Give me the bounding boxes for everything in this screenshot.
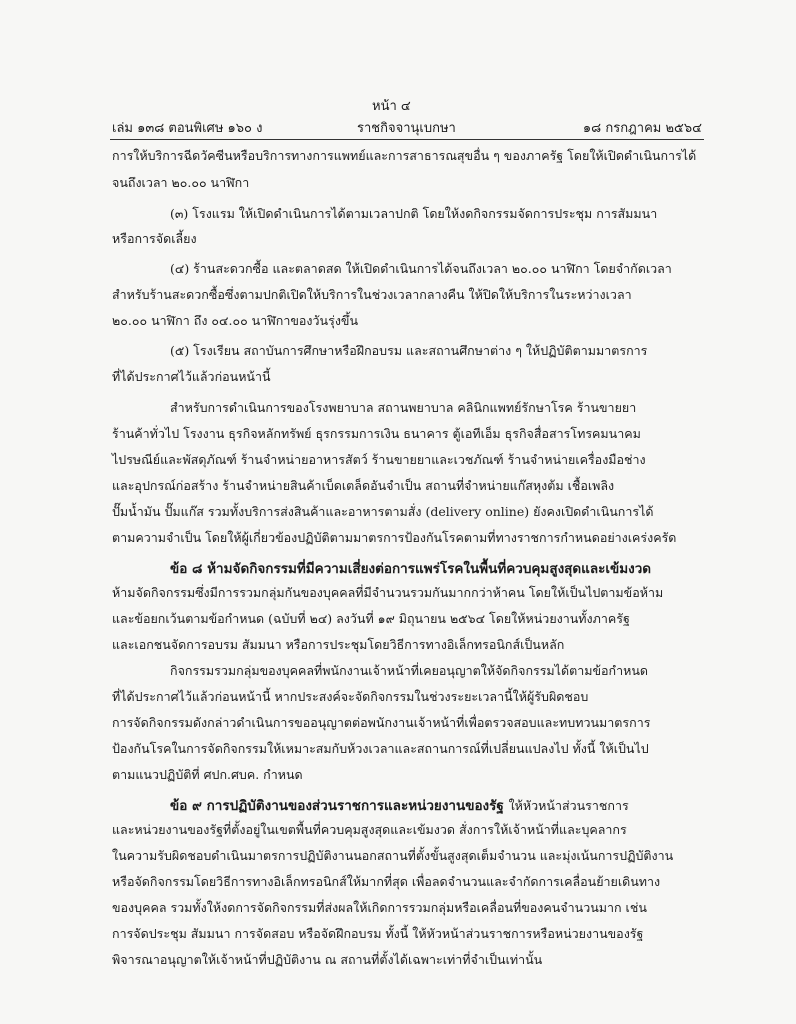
- text-line: ไปรษณีย์และพัสดุภัณฑ์ ร้านจำหน่ายอาหารสัตว์ ร้านขายยาและเวชภัณฑ์ ร้านจำหน่ายเครื่องมือช่าง: [112, 452, 646, 467]
- text-line: การจัดกิจกรรมดังกล่าวดำเนินการขออนุญาตต่อพนักงานเจ้าหน้าที่เพื่อตรวจสอบและทบทวนมาตรการ: [112, 715, 651, 730]
- text-line: ในความรับผิดชอบดำเนินมาตรการปฏิบัติงานนอกสถานที่ตั้งขั้นสูงสุดเต็มจำนวน และมุ่งเน้นการปฏิบัติงาน: [112, 848, 674, 863]
- header-rule: [110, 139, 704, 140]
- section-9-heading-tail: ให้หัวหน้าส่วนราชการ: [508, 798, 629, 813]
- page-number: หน้า ๔: [372, 99, 411, 114]
- text-line: และข้อยกเว้นตามข้อกำหนด (ฉบับที่ ๒๔) ลงวันที่ ๑๙ มิถุนายน ๒๕๖๔ โดยให้หน่วยงานทั้งภาครัฐ: [112, 611, 630, 626]
- text-line: ห้ามจัดกิจกรรมซึ่งมีการรวมกลุ่มกันของบุคคลที่มีจำนวนรวมกันมากกว่าห้าคน โดยให้เป็นไปตามข้อห้าม: [112, 585, 664, 600]
- text-line: ตามความจำเป็น โดยให้ผู้เกี่ยวข้องปฏิบัติตามมาตรการป้องกันโรคตามที่ทางราชการกำหนดอย่างเคร่งครัด: [112, 530, 677, 545]
- text-line: กิจกรรมรวมกลุ่มของบุคคลที่พนักงานเจ้าหน้าที่เคยอนุญาตให้จัดกิจกรรมได้ตามข้อกำหนด: [170, 663, 648, 678]
- text-line: ของบุคคล รวมทั้งให้งดการจัดกิจกรรมที่ส่งผลให้เกิดการรวมกลุ่มหรือเคลื่อนที่ของคนจำนวนมาก เช่น: [112, 900, 647, 915]
- section-9-heading: [170, 794, 629, 816]
- text-line: หรือจัดกิจกรรมโดยวิธีการทางอิเล็กทรอนิกส์ให้มากที่สุด เพื่อลดจำนวนและจำกัดการเคลื่อนย้ายเดินทาง: [112, 874, 661, 889]
- text-line: ปั๊มน้ำมัน ปั๊มแก๊ส รวมทั้งบริการส่งสินค้าและอาหารตามสั่ง (delivery online) ยังคงเปิดดำเนินการได้: [112, 504, 654, 519]
- text-line: จนถึงเวลา ๒๐.๐๐ นาฬิกา: [112, 175, 250, 190]
- text-line: ๒๐.๐๐ นาฬิกา ถึง ๐๔.๐๐ นาฬิกาของวันรุ่งขึ้น: [112, 313, 359, 328]
- volume-issue: เล่ม ๑๓๘ ตอนพิเศษ ๑๖๐ ง: [112, 121, 263, 136]
- section-8-heading: ข้อ ๘ ห้ามจัดกิจกรรมที่มีความเสี่ยงต่อการแพร่โรคในพื้นที่ควบคุมสูงสุดและเข้มงวด: [170, 561, 652, 577]
- text-line: สำหรับการดำเนินการของโรงพยาบาล สถานพยาบาล คลินิกแพทย์รักษาโรค ร้านขายยา: [170, 400, 637, 415]
- text-line: การให้บริการฉีดวัคซีนหรือบริการทางการแพทย์และการสาธารณสุขอื่น ๆ ของภาครัฐ โดยให้เปิดดำเนินการได้: [112, 148, 697, 163]
- text-line: และหน่วยงานของรัฐที่ตั้งอยู่ในเขตพื้นที่ควบคุมสูงสุดและเข้มงวด สั่งการให้เจ้าหน้าที่และบุคลากร: [112, 822, 627, 837]
- running-header: [112, 117, 702, 137]
- publication-date: ๑๘ กรกฎาคม ๒๕๖๔: [582, 121, 702, 136]
- text-line: ป้องกันโรคในการจัดกิจกรรมให้เหมาะสมกับห้วงเวลาและสถานการณ์ที่เปลี่ยนแปลงไป ทั้งนี้ ให้เป็นไป: [112, 741, 649, 756]
- text-line: สำหรับร้านสะดวกซื้อซึ่งตามปกติเปิดให้บริการในช่วงเวลากลางคืน ให้ปิดให้บริการในระหว่างเวลา: [112, 287, 632, 302]
- text-line: ที่ได้ประกาศไว้แล้วก่อนหน้านี้: [112, 369, 271, 384]
- text-line: ร้านค้าทั่วไป โรงงาน ธุรกิจหลักทรัพย์ ธุรกรรมการเงิน ธนาคาร ตู้เอทีเอ็ม ธุรกิจสื่อสารโทรคมนาคม: [112, 426, 641, 441]
- text-line: หรือการจัดเลี้ยง: [112, 231, 197, 246]
- text-line: พิจารณาอนุญาตให้เจ้าหน้าที่ปฏิบัติงาน ณ สถานที่ตั้งได้เฉพาะเท่าที่จำเป็นเท่านั้น: [112, 952, 543, 967]
- text-line: และอุปกรณ์ก่อสร้าง ร้านจำหน่ายสินค้าเบ็ดเตล็ดอันจำเป็น สถานที่จำหน่ายแก๊สหุงต้ม เชื้อเพลิง: [112, 478, 615, 493]
- text-line: (๔) ร้านสะดวกซื้อ และตลาดสด ให้เปิดดำเนินการได้จนถึงเวลา ๒๐.๐๐ นาฬิกา โดยจำกัดเวลา: [170, 261, 672, 276]
- text-line: การจัดประชุม สัมมนา การจัดสอบ หรือจัดฝึกอบรม ทั้งนี้ ให้หัวหน้าส่วนราชการหรือหน่วยงานของรัฐ: [112, 926, 644, 941]
- text-line: (๓) โรงแรม ให้เปิดดำเนินการได้ตามเวลาปกติ โดยให้งดกิจกรรมจัดการประชุม การสัมมนา: [170, 206, 658, 221]
- text-line: ตามแนวปฏิบัติที่ ศปก.ศบค. กำหนด: [112, 767, 303, 782]
- section-9-title: ข้อ ๙ การปฏิบัติงานของส่วนราชการและหน่วยงานของรัฐ: [170, 798, 504, 814]
- text-line: (๕) โรงเรียน สถาบันการศึกษาหรือฝึกอบรม และสถานศึกษาต่าง ๆ ให้ปฏิบัติตามมาตรการ: [170, 343, 648, 358]
- text-line: ที่ได้ประกาศไว้แล้วก่อนหน้านี้ หากประสงค์จะจัดกิจกรรมในช่วงระยะเวลานี้ให้ผู้รับผิดชอบ: [112, 689, 589, 704]
- gazette-title: ราชกิจจานุเบกษา: [357, 121, 456, 136]
- text-line: และเอกชนจัดการอบรม สัมมนา หรือการประชุมโดยวิธีการทางอิเล็กทรอนิกส์เป็นหลัก: [112, 637, 565, 652]
